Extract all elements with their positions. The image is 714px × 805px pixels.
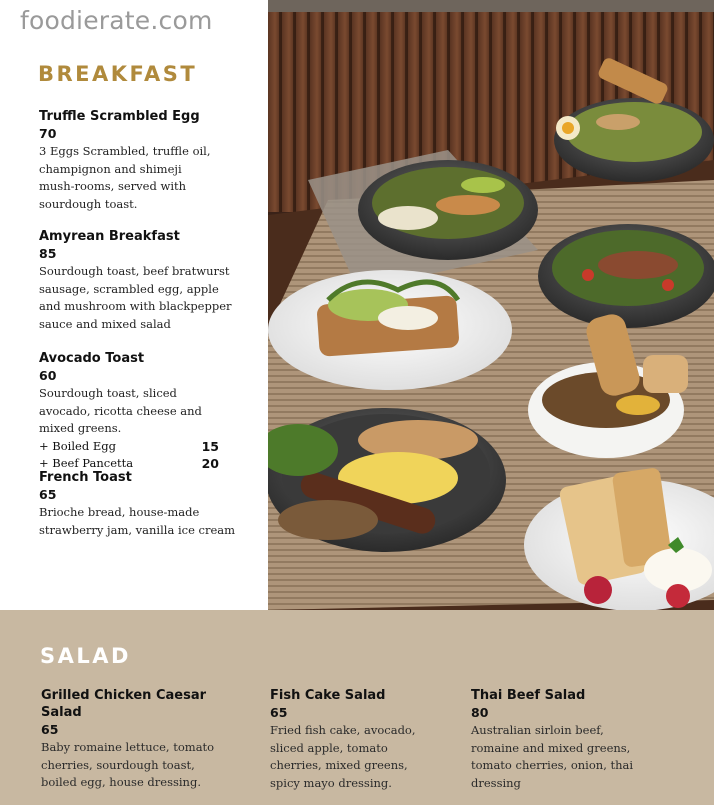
addon-price: 20 [201,456,219,471]
item-name: French Toast [39,470,132,485]
item-price: 85 [39,246,57,261]
menu-item-truffle-scrambled-egg [39,108,239,213]
item-price: 60 [39,368,57,383]
addon-label: + Beef Pancetta [39,456,134,470]
item-name: Grilled Chicken Caesar Salad [41,688,207,720]
item-price: 70 [39,126,57,141]
item-description: Sourdough toast, sliced avocado, ricotta cheese and mixed greens. [39,386,202,435]
watermark: foodierate.com [20,6,213,35]
item-name: Truffle Scrambled Egg [39,109,200,124]
item-description: 3 Eggs Scrambled, truffle oil, champignon and shimeji mush-rooms, served with sourdough toast. [39,144,211,211]
menu-item-avocado-toast [39,350,239,473]
item-description: Australian sirloin beef, romaine and mixed greens, tomato cherries, onion, thai dressing [471,723,634,790]
item-description: Fried fish cake, avocado, sliced apple, tomato cherries, mixed greens, spicy mayo dressing. [270,723,416,790]
addon-row [39,438,219,456]
addon-price: 15 [201,438,219,454]
menu-item-amyrean-breakfast [39,228,239,333]
salad-title: SALAD [40,644,131,668]
salad-item-thai-beef [471,687,671,792]
item-price: 80 [471,705,489,720]
item-name: Avocado Toast [39,351,145,366]
item-description: Brioche bread, house-made strawberry jam, vanilla ice cream [39,505,236,537]
breakfast-panel [0,0,268,610]
food-photo-illustration [268,0,714,610]
item-description: Sourdough toast, beef bratwurst sausage, scrambled egg, apple and mushroom with blackpepper sauce and mixed salad [39,264,232,331]
item-price: 65 [270,705,288,720]
salad-panel [0,610,714,805]
item-name: Fish Cake Salad [270,688,386,703]
addon-label: + Boiled Egg [39,438,116,453]
item-price: 65 [39,487,57,502]
item-name: Thai Beef Salad [471,688,586,703]
breakfast-title: BREAKFAST [38,62,198,86]
menu-item-french-toast [39,469,239,539]
food-photo [268,0,714,610]
item-name: Amyrean Breakfast [39,229,180,244]
salad-item-grilled-chicken-caesar [41,687,241,792]
item-price: 65 [41,722,59,737]
salad-item-fish-cake [270,687,440,792]
item-description: Baby romaine lettuce, tomato cherries, sourdough toast, boiled egg, house dressing. [41,740,215,789]
